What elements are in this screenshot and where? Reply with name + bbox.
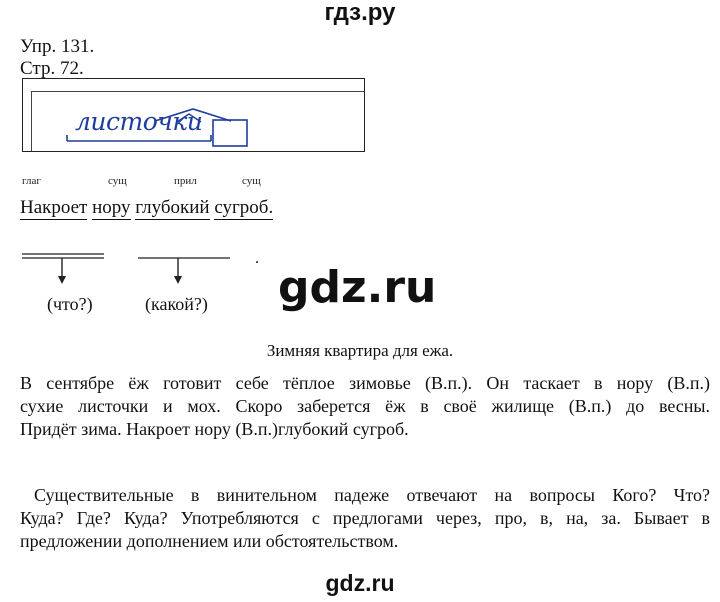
site-watermark-middle: gdz.ru	[278, 262, 437, 313]
pos-label-verb: глаг	[22, 175, 41, 187]
pos-label-noun-1: сущ	[108, 175, 127, 187]
paragraph-story-line: Придёт зима. Накроет нору (В.п.)глубокий сугроб.	[20, 419, 409, 439]
sentence-word-verb: Накроет	[20, 197, 88, 218]
sentence-word-noun-2: сугроб.	[214, 197, 274, 218]
word-card	[22, 78, 365, 152]
paragraph-rule-line: Существительные в винительном падеже отвечают на вопросы Кого? Что?	[34, 485, 710, 505]
text-title: Зимняя квартира для ежа.	[266, 341, 454, 360]
site-watermark-top: гдз.ру	[324, 0, 396, 26]
scheme-dot: .	[255, 250, 259, 267]
paragraph-rule-line: Куда? Где? Куда? Употребляются с предлогами через, про, в, на, за. Бывает в	[20, 508, 710, 528]
exercise-number: Упр. 131.	[20, 36, 95, 57]
page-number: Стр. 72.	[20, 58, 84, 79]
sentence-word-adjective: глубокий	[135, 197, 210, 218]
paragraph-story-line: В сентябре ёж готовит себе тёплое зимовье (В.п.). Он таскает в нору (В.п.)	[20, 373, 710, 393]
question-what: (что?)	[47, 294, 93, 314]
word-card-handwritten-word: листочки	[75, 107, 203, 136]
paragraph-rule	[20, 484, 710, 553]
sentence-word-noun-1: нору	[92, 197, 131, 218]
site-watermark-bottom: gdz.ru	[325, 570, 395, 596]
parsed-sentence	[20, 197, 273, 220]
pos-label-noun-2: сущ	[242, 175, 261, 187]
paragraph-story	[20, 372, 710, 441]
paragraph-rule-line: предложении дополнением или обстоятельством.	[20, 531, 399, 551]
syntax-scheme	[18, 248, 238, 294]
paragraph-story-line: сухие листочки и мох. Скоро заберется ёж в своё жилище (В.п.) до весны.	[20, 396, 710, 416]
pos-label-adjective: прил	[174, 175, 197, 187]
question-which: (какой?)	[145, 294, 208, 314]
